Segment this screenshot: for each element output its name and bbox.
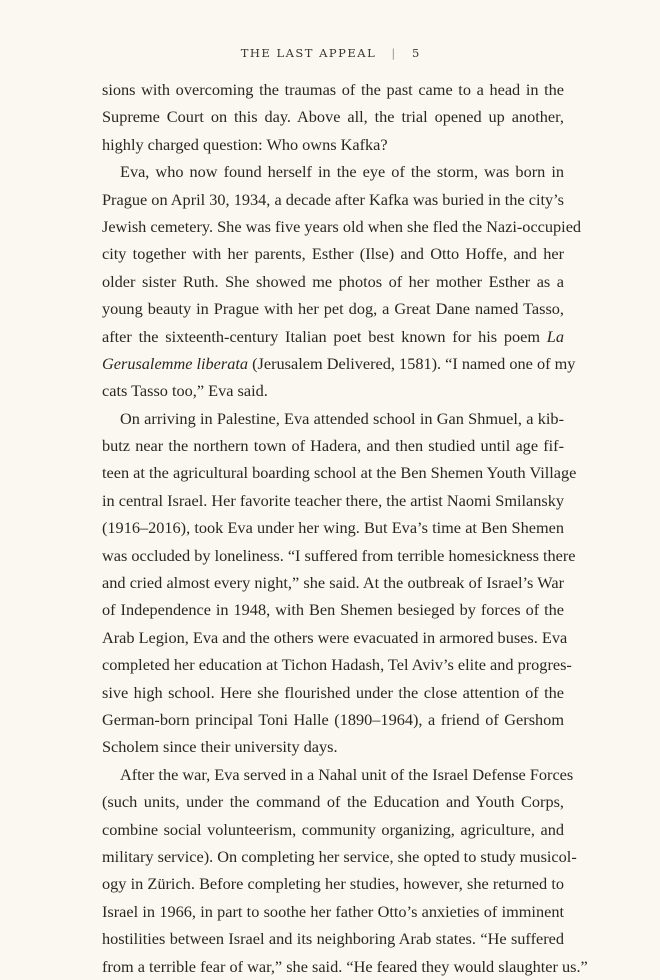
text-line: sions with overcoming the traumas of the past came to a head in the xyxy=(102,80,564,99)
text-line xyxy=(102,350,576,377)
text-line: military service). On completing her service, she opted to study musicol- xyxy=(102,846,577,866)
text-line: Jewish cemetery. She was five years old when she fled the Nazi-occupied xyxy=(102,216,582,236)
text-line: Eva, who now found herself in the eye of the storm, was born in xyxy=(120,162,564,182)
text-line: from a terrible fear of war,” she said. “He feared they would slaughter us.” xyxy=(102,956,588,976)
header-separator: | xyxy=(391,46,397,60)
text-line: Scholem since their university days. xyxy=(102,737,338,757)
text-line: (1916–2016), took Eva under her wing. But Eva’s time at Ben Shemen xyxy=(102,518,564,538)
text-line: was occluded by loneliness. “I suffered from terrible homesickness there xyxy=(102,545,576,565)
text-line: in central Israel. Her favorite teacher there, the artist Naomi Smilansky xyxy=(102,490,565,510)
paragraph-3 xyxy=(102,405,577,761)
text-line: hostilities between Israel and its neighboring Arab states. “He suffered xyxy=(102,929,564,949)
text-line: young beauty in Prague with her pet dog, a Great Dane named Tasso, xyxy=(102,299,564,319)
italic-title: Gerusalemme liberata xyxy=(102,353,249,373)
paragraph-2 xyxy=(102,158,582,405)
text-line: Arab Legion, Eva and the others were evacuated in armored buses. Eva xyxy=(102,627,568,647)
running-title: THE LAST APPEAL xyxy=(240,46,377,60)
text-line: butz near the northern town of Hadera, and then studied until age fif- xyxy=(102,436,564,456)
text-line: Supreme Court on this day. Above all, the trial opened up another, xyxy=(102,107,564,127)
paragraph-1 xyxy=(102,76,564,158)
running-head xyxy=(0,46,660,60)
text-line: Israel in 1966, in part to soothe her father Otto’s anxieties of imminent xyxy=(102,901,564,921)
text-line: teen at the agricultural boarding school at the Ben Shemen Youth Village xyxy=(102,463,577,483)
text-line: of Independence in 1948, with Ben Shemen besieged by forces of the xyxy=(102,600,564,620)
text-line xyxy=(102,323,564,350)
text-line: (such units, under the command of the Education and Youth Corps, xyxy=(102,792,564,812)
text-run: after the sixteenth-century Italian poet best known for his poem xyxy=(102,326,547,346)
text-line: German-born principal Toni Halle (1890–1964), a friend of Gershom xyxy=(102,709,564,729)
text-line: older sister Ruth. She showed me photos of her mother Esther as a xyxy=(102,271,564,291)
text-line: combine social volunteerism, community organizing, agriculture, and xyxy=(102,819,564,839)
text-line: cats Tasso too,” Eva said. xyxy=(102,381,268,401)
text-line: After the war, Eva served in a Nahal unit of the Israel Defense Forces xyxy=(120,764,574,784)
text-line: highly charged question: Who owns Kafka? xyxy=(102,134,388,154)
text-line: city together with her parents, Esther (Ilse) and Otto Hoffe, and her xyxy=(102,244,564,264)
page-number: 5 xyxy=(411,46,420,60)
body-text xyxy=(102,76,588,980)
text-line: Prague on April 30, 1934, a decade after Kafka was buried in the city’s xyxy=(102,189,564,209)
text-run: (Jerusalem Delivered, 1581). “I named one of my xyxy=(248,353,576,373)
text-line: sive high school. Here she flourished under the close attention of the xyxy=(102,682,564,702)
italic-title: La xyxy=(546,326,564,346)
paragraph-4 xyxy=(102,761,588,980)
text-line: ogy in Zürich. Before completing her studies, however, she returned to xyxy=(102,874,564,894)
text-line: and cried almost every night,” she said. At the outbreak of Israel’s War xyxy=(102,573,564,593)
text-line: On arriving in Palestine, Eva attended school in Gan Shmuel, a kib- xyxy=(120,408,564,428)
text-line: completed her education at Tichon Hadash, Tel Aviv’s elite and progres- xyxy=(102,655,572,675)
